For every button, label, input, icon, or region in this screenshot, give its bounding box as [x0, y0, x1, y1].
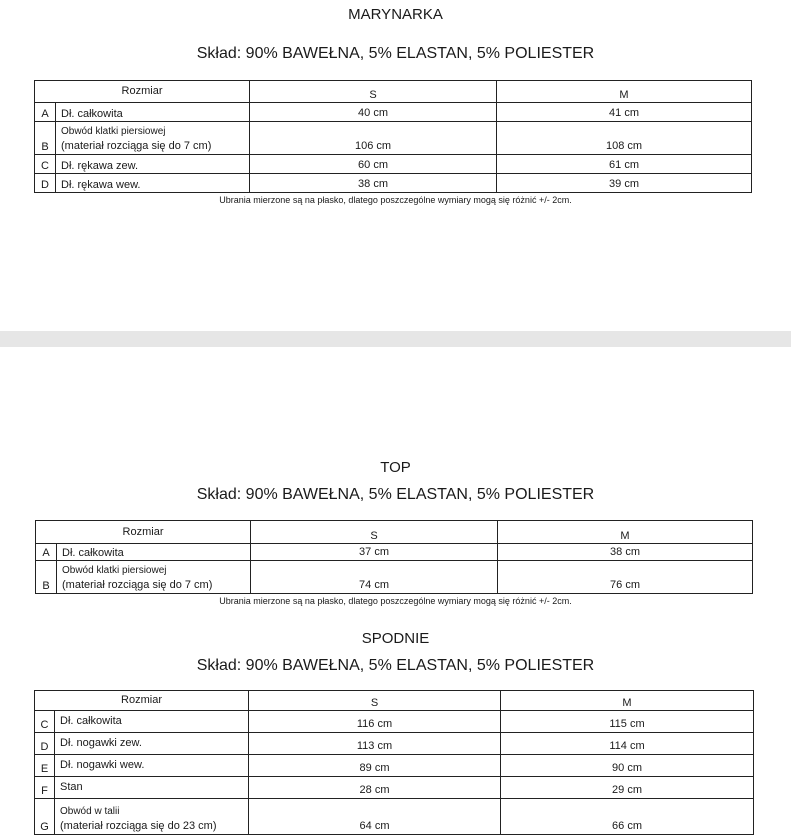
row-key: D — [35, 174, 56, 193]
row-label-note: (materiał rozciąga się do 7 cm) — [61, 140, 212, 152]
table-row — [35, 777, 754, 799]
value-m: 114 cm — [501, 733, 754, 755]
value-s: 60 cm — [250, 155, 497, 174]
header-m: M — [501, 691, 754, 711]
row-label: Dł. rękawa wew. — [56, 174, 250, 193]
row-key: E — [35, 755, 55, 777]
header-s: S — [250, 81, 497, 103]
value-m: 108 cm — [497, 122, 752, 155]
value-s: 38 cm — [250, 174, 497, 193]
page-top-spodnie — [0, 347, 791, 831]
header-size: Rozmiar — [35, 81, 250, 103]
row-label: Dł. całkowita — [55, 711, 249, 733]
table-row — [35, 122, 752, 155]
row-key: A — [35, 103, 56, 122]
table-row — [35, 711, 754, 733]
table-header-row — [35, 81, 752, 103]
row-label-cell — [57, 561, 251, 594]
value-m: 29 cm — [501, 777, 754, 799]
size-table-spodnie — [34, 690, 754, 835]
measurement-note: Ubrania mierzone są na płasko, dlatego poszczególne wymiary mogą się różnić +/- 2cm. — [219, 596, 572, 606]
value-s: 116 cm — [249, 711, 501, 733]
row-key: B — [36, 561, 57, 594]
row-key: G — [35, 799, 55, 835]
row-label-cell — [55, 799, 249, 835]
header-m: M — [497, 81, 752, 103]
row-key: B — [35, 122, 56, 155]
value-m: 76 cm — [498, 561, 753, 594]
value-s: 37 cm — [251, 544, 498, 561]
row-label: Obwód w talii — [60, 806, 120, 817]
table-row — [35, 733, 754, 755]
row-label: Dł. całkowita — [56, 103, 250, 122]
value-s: 89 cm — [249, 755, 501, 777]
header-m: M — [498, 521, 753, 544]
row-key: F — [35, 777, 55, 799]
table-row — [36, 544, 753, 561]
value-s: 40 cm — [250, 103, 497, 122]
header-s: S — [251, 521, 498, 544]
table-row — [35, 174, 752, 193]
row-key: A — [36, 544, 57, 561]
row-label-cell — [56, 122, 250, 155]
size-table-top — [35, 520, 753, 594]
row-label: Dł. nogawki zew. — [55, 733, 249, 755]
section-title: TOP — [380, 459, 411, 476]
row-key: C — [35, 155, 56, 174]
composition-text: Skład: 90% BAWEŁNA, 5% ELASTAN, 5% POLIESTER — [196, 486, 595, 503]
row-label: Obwód klatki piersiowej — [61, 126, 166, 137]
row-label: Dł. nogawki wew. — [55, 755, 249, 777]
value-m: 39 cm — [497, 174, 752, 193]
row-label-note: (materiał rozciąga się do 23 cm) — [60, 820, 217, 832]
value-m: 61 cm — [497, 155, 752, 174]
composition-text: Skład: 90% BAWEŁNA, 5% ELASTAN, 5% POLIESTER — [196, 45, 595, 62]
row-key: D — [35, 733, 55, 755]
value-s: 28 cm — [249, 777, 501, 799]
value-s: 74 cm — [251, 561, 498, 594]
table-header-row — [36, 521, 753, 544]
value-m: 66 cm — [501, 799, 754, 835]
composition-text: Skład: 90% BAWEŁNA, 5% ELASTAN, 5% POLIESTER — [196, 657, 595, 674]
header-s: S — [249, 691, 501, 711]
table-row — [36, 561, 753, 594]
size-table-marynarka — [34, 80, 752, 193]
value-m: 115 cm — [501, 711, 754, 733]
page-separator — [0, 331, 791, 347]
section-title: SPODNIE — [361, 630, 430, 647]
row-key: C — [35, 711, 55, 733]
table-row — [35, 755, 754, 777]
value-s: 113 cm — [249, 733, 501, 755]
row-label-note: (materiał rozciąga się do 7 cm) — [62, 579, 213, 591]
page-marynarka — [0, 0, 791, 331]
value-m: 90 cm — [501, 755, 754, 777]
row-label: Obwód klatki piersiowej — [62, 565, 167, 576]
table-row — [35, 155, 752, 174]
table-row — [35, 799, 754, 835]
value-s: 64 cm — [249, 799, 501, 835]
value-m: 38 cm — [498, 544, 753, 561]
table-header-row — [35, 691, 754, 711]
header-size: Rozmiar — [36, 521, 251, 544]
value-m: 41 cm — [497, 103, 752, 122]
row-label: Dł. całkowita — [57, 544, 251, 561]
row-label: Stan — [55, 777, 249, 799]
header-size: Rozmiar — [35, 691, 249, 711]
section-title: MARYNARKA — [348, 6, 443, 23]
value-s: 106 cm — [250, 122, 497, 155]
measurement-note: Ubrania mierzone są na płasko, dlatego poszczególne wymiary mogą się różnić +/- 2cm. — [219, 195, 572, 205]
row-label: Dł. rękawa zew. — [56, 155, 250, 174]
table-row — [35, 103, 752, 122]
